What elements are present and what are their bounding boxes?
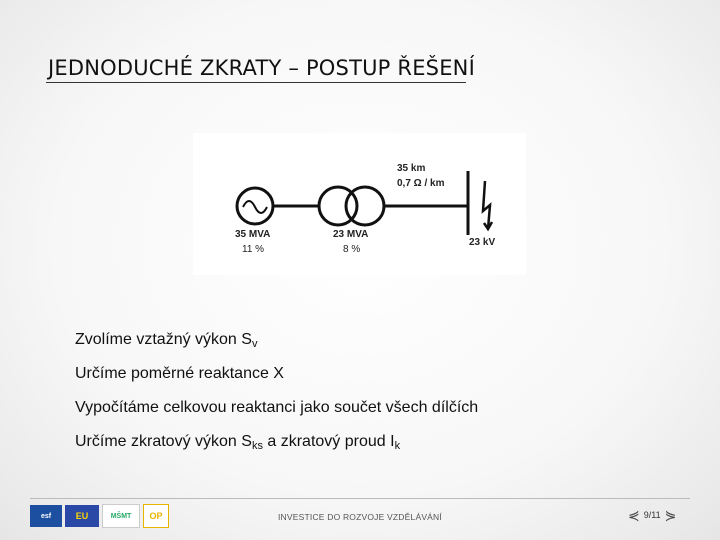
slide-title: JEDNODUCHÉ ZKRATY – POSTUP ŘEŠENÍ — [48, 56, 475, 80]
op-logo: OP — [143, 504, 169, 528]
fault-lightning-icon — [483, 181, 492, 229]
circuit-diagram — [193, 133, 526, 275]
title-underline — [46, 82, 466, 83]
footer-text: INVESTICE DO ROZVOJE VZDĚLÁVÁNÍ — [278, 512, 442, 522]
list-item: Zvolíme vztažný výkon $S_v$ — [75, 331, 258, 350]
list-item: Vypočítáme celkovou reaktanci jako součet všech dílčích — [75, 399, 479, 416]
generator-reactance-label: 11 % — [242, 244, 265, 255]
list-item: Určíme poměrné reaktance X — [75, 365, 284, 382]
line-reactance-label: 0,7 Ω / km — [397, 178, 445, 189]
transformer-reactance-label: 8 % — [343, 244, 361, 255]
sine-wave-icon — [243, 201, 267, 213]
line-length-label: 35 km — [397, 163, 426, 174]
eu-flag-logo: EU — [65, 505, 99, 527]
esf-logo: esf — [30, 505, 62, 527]
transformer-winding-2 — [346, 187, 384, 225]
footer-divider — [30, 498, 690, 499]
page-number: 9/11 — [643, 510, 661, 520]
generator-power-label: 35 MVA — [235, 229, 271, 240]
transformer-power-label: 23 MVA — [333, 229, 369, 240]
slide-pager — [628, 508, 676, 522]
next-arrow-icon[interactable]: ⋟ — [664, 507, 677, 523]
list-item: Určíme zkratový výkon $S_{ks}$ a zkratový proud $I_k$ — [75, 433, 401, 452]
prev-arrow-icon[interactable]: ⋞ — [628, 507, 640, 523]
fault-voltage-label: 23 kV — [469, 237, 496, 248]
msmt-logo: MŠMT — [102, 504, 140, 528]
footer-logos — [30, 505, 170, 527]
steps-list — [75, 330, 478, 466]
